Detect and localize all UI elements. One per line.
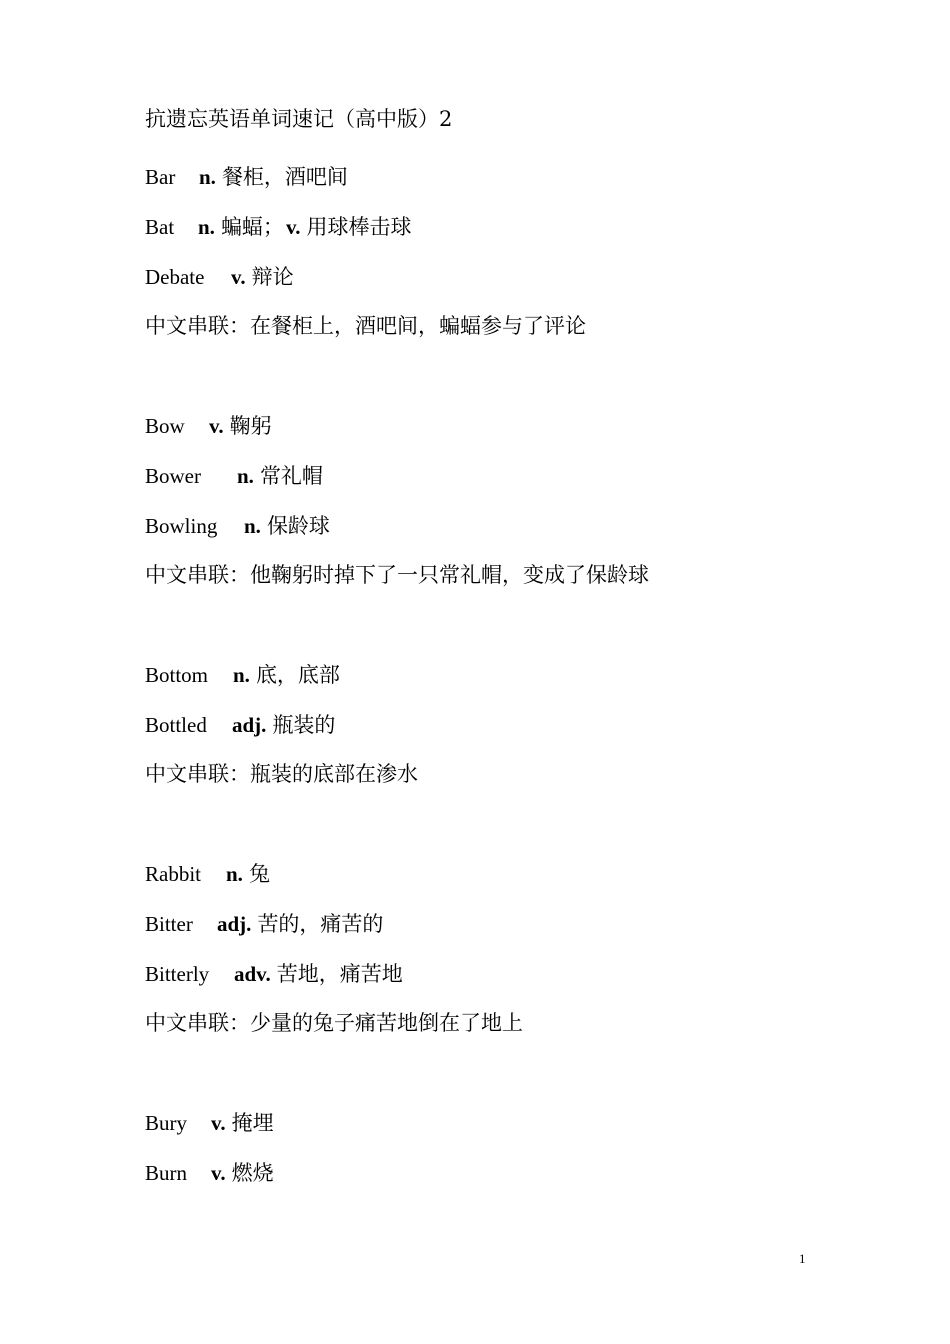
mnemonic-sentence: 中文串联：他鞠躬时掉下了一只常礼帽，变成了保龄球: [145, 563, 649, 587]
vocab-entry: [145, 262, 294, 292]
part-of-speech: v.: [209, 414, 224, 438]
part-of-speech: n.: [237, 464, 254, 488]
vocab-meaning: 蝙蝠；: [220, 215, 284, 239]
vocab-word: Bar: [145, 165, 176, 189]
vocab-meaning: 苦地，痛苦地: [276, 962, 403, 986]
vocab-meaning: 燃烧: [231, 1161, 274, 1185]
part-of-speech: n.: [199, 165, 216, 189]
vocab-meaning: 辩论: [251, 265, 294, 289]
part-of-speech: v.: [285, 215, 301, 239]
vocab-word: Bat: [145, 215, 175, 239]
vocab-word: Bower: [145, 464, 201, 488]
vocab-word: Debate: [145, 265, 205, 289]
vocab-meaning: 兔: [248, 862, 270, 886]
vocab-meaning: 用球棒击球: [306, 215, 412, 239]
vocab-entry: [145, 909, 383, 939]
part-of-speech: adj.: [232, 713, 267, 737]
mnemonic-sentence: 中文串联：在餐柜上，酒吧间，蝙蝠参与了评论: [145, 314, 586, 338]
part-of-speech: n.: [226, 862, 243, 886]
vocab-meaning: 底，底部: [255, 663, 340, 687]
vocab-meaning: 保龄球: [266, 514, 330, 538]
vocab-entry: [145, 859, 270, 889]
vocab-word: Bury: [145, 1111, 187, 1135]
vocab-entry: [145, 461, 323, 491]
part-of-speech: n.: [233, 663, 250, 687]
part-of-speech: adv.: [234, 962, 271, 986]
vocab-entry: [145, 710, 335, 740]
mnemonic-sentence: 中文串联：瓶装的底部在渗水: [145, 762, 418, 786]
part-of-speech: n.: [198, 215, 215, 239]
vocab-entry: [145, 1108, 274, 1138]
part-of-speech: v.: [211, 1161, 226, 1185]
vocab-meaning: 瓶装的: [272, 713, 336, 737]
part-of-speech: v.: [231, 265, 246, 289]
vocab-entry: [145, 411, 272, 441]
vocab-entry: [145, 511, 330, 541]
vocab-meaning: 餐柜，酒吧间: [221, 165, 348, 189]
page-number: 1: [799, 1251, 806, 1266]
mnemonic-sentence: 中文串联：少量的兔子痛苦地倒在了地上: [145, 1011, 523, 1035]
vocab-word: Bitterly: [145, 962, 210, 986]
vocab-word: Bottled: [145, 713, 207, 737]
vocab-word: Burn: [145, 1161, 187, 1185]
document-title: 抗遗忘英语单词速记（高中版）2: [145, 107, 453, 131]
vocab-entry: [145, 1158, 274, 1188]
vocab-word: Bowling: [145, 514, 218, 538]
vocab-meaning: 苦的，痛苦的: [257, 912, 384, 936]
vocab-word: Bow: [145, 414, 185, 438]
vocab-meaning: 鞠躬: [229, 414, 272, 438]
vocab-word: Bitter: [145, 912, 193, 936]
part-of-speech: n.: [244, 514, 261, 538]
vocab-entry: [145, 959, 403, 989]
vocab-entry: [145, 212, 412, 242]
part-of-speech: adj.: [217, 912, 252, 936]
vocab-meaning: 掩埋: [231, 1111, 274, 1135]
vocab-entry: [145, 162, 348, 192]
vocab-word: Bottom: [145, 663, 209, 687]
vocab-meaning: 常礼帽: [259, 464, 323, 488]
vocab-word: Rabbit: [145, 862, 201, 886]
vocab-entry: [145, 660, 340, 690]
part-of-speech: v.: [211, 1111, 226, 1135]
